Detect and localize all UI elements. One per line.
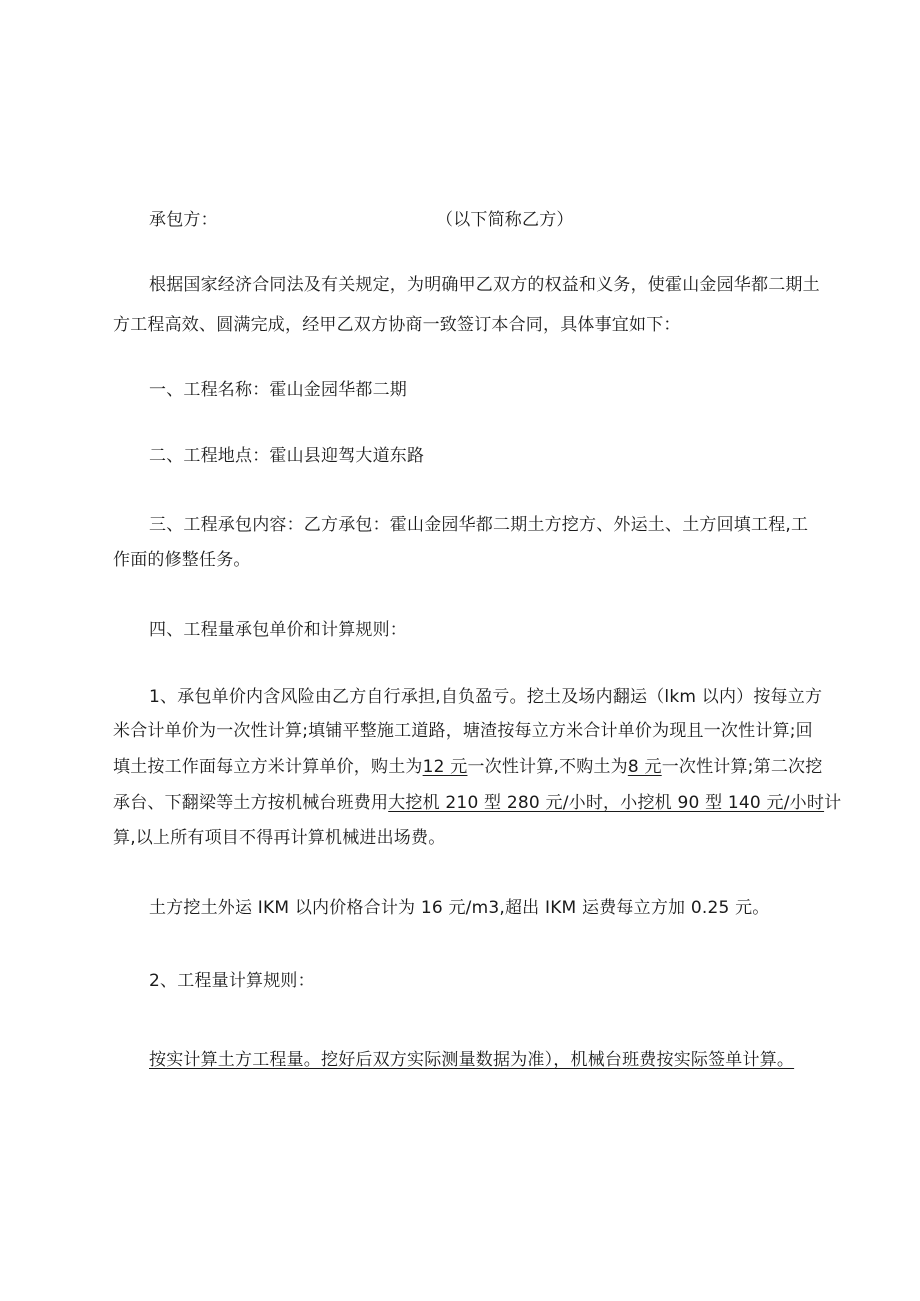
rule1-line-3 (113, 756, 822, 778)
item-scope-line-2: 作面的修整任务。 (113, 550, 251, 570)
item-project-name: 一、工程名称：霍山金园华都二期 (149, 380, 407, 400)
rule1-line-1: 1、承包单价内含风险由乙方自行承担,自负盈亏。挖土及场内翻运（lkm 以内）按每立方 (149, 687, 823, 707)
price-buy-soil: 12 元 (422, 757, 468, 777)
contractor-suffix: （以下简称乙方） (436, 210, 574, 230)
rule1-line-3-e: 一次性计算;第二次挖 (661, 757, 823, 777)
rule1-line-3-a: 填土按工作面每立方米计算单价，购土为 (113, 757, 423, 777)
rule1-line-4 (113, 792, 841, 814)
contractor-line (149, 209, 574, 231)
contractor-label: 承包方： (149, 210, 218, 230)
transport-price-line: 土方挖土外运 IKM 以内价格合计为 16 元/m3,超出 IKM 运费每立方加 0.25 元。 (149, 898, 770, 918)
rule1-line-3-c: 一次性计算,不购土为 (467, 757, 628, 777)
price-no-buy-soil: 8 元 (627, 757, 662, 777)
rule2-heading: 2、工程量计算规则： (149, 971, 315, 991)
rule1-line-4-a: 承台、下翻梁等土方按机械台班费用 (113, 793, 389, 813)
item-project-location: 二、工程地点：霍山县迎驾大道东路 (149, 446, 425, 466)
intro-line-1: 根据国家经济合同法及有关规定，为明确甲乙双方的权益和义务，使霍山金园华都二期土 (149, 275, 820, 295)
machine-hourly-rates: 大挖机 210 型 280 元/小时，小挖机 90 型 140 元/小时 (388, 793, 825, 813)
rule1-line-4-c: 计 (824, 793, 842, 813)
item-scope-line-1: 三、工程承包内容：乙方承包：霍山金园华都二期土方挖方、外运土、土方回填工程,工 (149, 515, 809, 535)
intro-line-2: 方工程高效、圆满完成，经甲乙双方协商一致签订本合同，具体事宜如下： (113, 315, 681, 335)
rule1-line-5: 算,以上所有项目不得再计算机械进出场费。 (113, 828, 446, 848)
item-pricing-heading: 四、工程量承包单价和计算规则： (149, 620, 407, 640)
rule1-line-2: 米合计单价为一次性计算;填铺平整施工道路，塘渣按每立方米合计单价为现且一次性计算;回 (113, 721, 813, 741)
rule2-text: 按实计算土方工程量。挖好后双方实际测量数据为准），机械台班费按实际签单计算。 (149, 1050, 795, 1070)
